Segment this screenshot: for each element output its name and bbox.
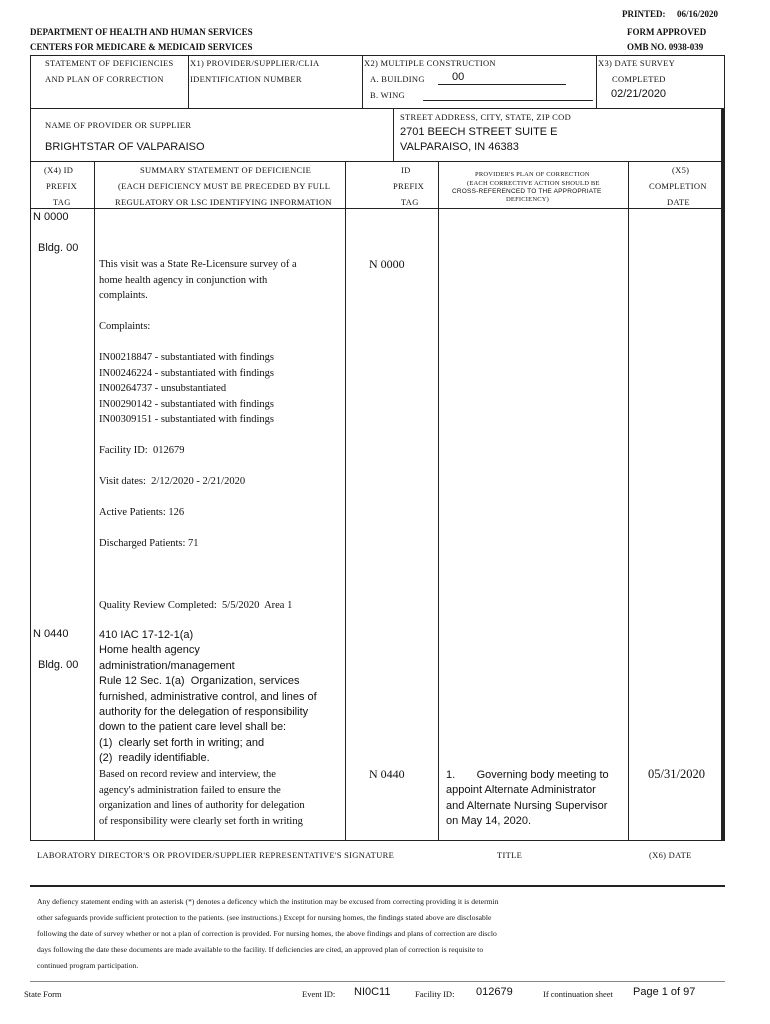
state-form-label: State Form	[24, 989, 62, 999]
centers-title: CENTERS FOR MEDICARE & MEDICAID SERVICES	[30, 42, 253, 52]
col-id-prefix-3: TAG	[53, 197, 71, 207]
visit-dates: Visit dates: 2/12/2020 - 2/21/2020	[99, 476, 246, 487]
department-title: DEPARTMENT OF HEALTH AND HUMAN SERVICES	[30, 27, 253, 37]
provider-name-label: NAME OF PROVIDER OR SUPPLIER	[45, 120, 192, 130]
completion-date: 05/31/2020	[648, 767, 705, 781]
right-tag-n0000: N 0000	[369, 257, 405, 271]
event-id-label: Event ID:	[302, 989, 336, 999]
provider-id-label-1: X1) PROVIDER/SUPPLIER/CLIA	[190, 58, 320, 68]
col-id-3: TAG	[401, 197, 419, 207]
page-number: Page 1 of 97	[633, 986, 696, 998]
col-id-1: ID	[401, 165, 411, 175]
facility-id-value: 012679	[476, 986, 513, 998]
bldg-label: Bldg. 00	[38, 242, 79, 254]
title-label: TITLE	[497, 850, 523, 860]
form-approved: FORM APPROVED	[627, 27, 707, 37]
date-survey-label-2: COMPLETED	[612, 74, 666, 84]
date-survey-label-1: X3) DATE SURVEY	[598, 58, 676, 68]
col-summary-1: SUMMARY STATEMENT OF DEFICIENCIE	[140, 165, 312, 175]
quality-review: Quality Review Completed: 5/5/2020 Area 1	[99, 600, 293, 611]
multiple-construction-label: X2) MULTIPLE CONSTRUCTION	[364, 58, 496, 68]
address-label: STREET ADDRESS, CITY, STATE, ZIP COD	[400, 112, 572, 122]
col-plan-4: DEFICIENCY)	[506, 196, 550, 203]
col-id-prefix-2: PREFIX	[46, 181, 78, 191]
address-line-2: VALPARAISO, IN 46383	[400, 141, 519, 153]
tag-n0440: N 0440	[33, 628, 69, 640]
col-id-2: PREFIX	[393, 181, 425, 191]
col-completion-1: (X5)	[672, 165, 690, 175]
continuation-label: If continuation sheet	[543, 989, 613, 999]
building-value: 00	[452, 71, 465, 83]
disclaimer-text: Any defiency statement ending with an asterisk (*) denotes a deficency which the institution may be excused from correcting providing it is determin other safeguards provide sufficient protection to the patients. (see instructions.) Except for nursing homes, the findings stated above are disclosable following the date of survey whether or not a plan of correction is provided. For nursing homes, the above findings and plans of correction are disclo days following the date these documents are made available to the facility. If deficiencies are cited, an approved plan of correction is requisite to continued program participation.	[37, 897, 499, 970]
signature-label: LABORATORY DIRECTOR'S OR PROVIDER/SUPPLIER REPRESENTATIVE'S SIGNATURE	[37, 850, 395, 860]
provider-id-label-2: IDENTIFICATION NUMBER	[190, 74, 302, 84]
survey-completed-date: 02/21/2020	[611, 88, 667, 100]
printed-date: 06/16/2020	[677, 9, 719, 19]
col-summary-3: REGULATORY OR LSC IDENTIFYING INFORMATION	[115, 197, 332, 207]
facility-id-text: Facility ID: 012679	[99, 445, 185, 456]
bldg-label-2: Bldg. 00	[38, 659, 79, 671]
right-tag-n0440: N 0440	[369, 767, 405, 781]
printed-label: PRINTED:	[622, 9, 666, 19]
event-id-value: NI0C11	[354, 986, 391, 998]
col-id-prefix-1: (X4) ID	[44, 165, 74, 175]
tag-n0000: N 0000	[33, 211, 69, 223]
col-plan-2: (EACH CORRECTIVE ACTION SHOULD BE	[467, 180, 600, 187]
rule-text: 410 IAC 17-12-1(a) Home health agency administration/management Rule 12 Sec. 1(a) Organization, services furnished, administrative control, and lines of authority for the delegation of responsibility down to the patient care level shall be: (1) clearly set forth in writing; and (2) readily identifiable.	[99, 629, 317, 765]
discharged-patients: Discharged Patients: 71	[99, 538, 199, 549]
complaints-list: IN00218847 - substantiated with findings IN00246224 - substantiated with findings IN00264737 - unsubstantiated IN00290142 - substantiated with findings IN00309151 - substantiated with findings	[99, 352, 274, 426]
provider-name: BRIGHTSTAR OF VALPARAISO	[45, 141, 205, 153]
statement-label-1: STATEMENT OF DEFICIENCIES	[45, 58, 174, 68]
finding-text: Based on record review and interview, the agency's administration failed to ensure the organization and lines of authority for delegation of responsibility were clearly set forth in writing	[99, 769, 305, 827]
complaints-label: Complaints:	[99, 321, 151, 332]
address-line-1: 2701 BEECH STREET SUITE E	[400, 126, 558, 138]
omb-number: OMB NO. 0938-039	[627, 42, 704, 52]
facility-id-label: Facility ID:	[415, 989, 455, 999]
wing-label: B. WING	[370, 90, 405, 100]
col-completion-3: DATE	[667, 197, 690, 207]
col-summary-2: (EACH DEFICIENCY MUST BE PRECEDED BY FULL	[118, 181, 331, 191]
building-label: A. BUILDING	[370, 74, 425, 84]
col-plan-1: PROVIDER'S PLAN OF CORRECTION	[475, 171, 590, 178]
statement-label-2: AND PLAN OF CORRECTION	[45, 74, 164, 84]
plan-of-correction: 1. Governing body meeting to appoint Alternate Administrator and Alternate Nursing Supervisor on May 14, 2020.	[446, 769, 609, 828]
col-completion-2: COMPLETION	[649, 181, 707, 191]
active-patients: Active Patients: 126	[99, 507, 185, 518]
x6-date-label: (X6) DATE	[649, 850, 692, 860]
col-plan-3: CROSS-REFERENCED TO THE APPROPRIATE	[452, 188, 602, 195]
intro-text: This visit was a State Re-Licensure survey of a home health agency in conjunction with complaints.	[99, 259, 297, 302]
